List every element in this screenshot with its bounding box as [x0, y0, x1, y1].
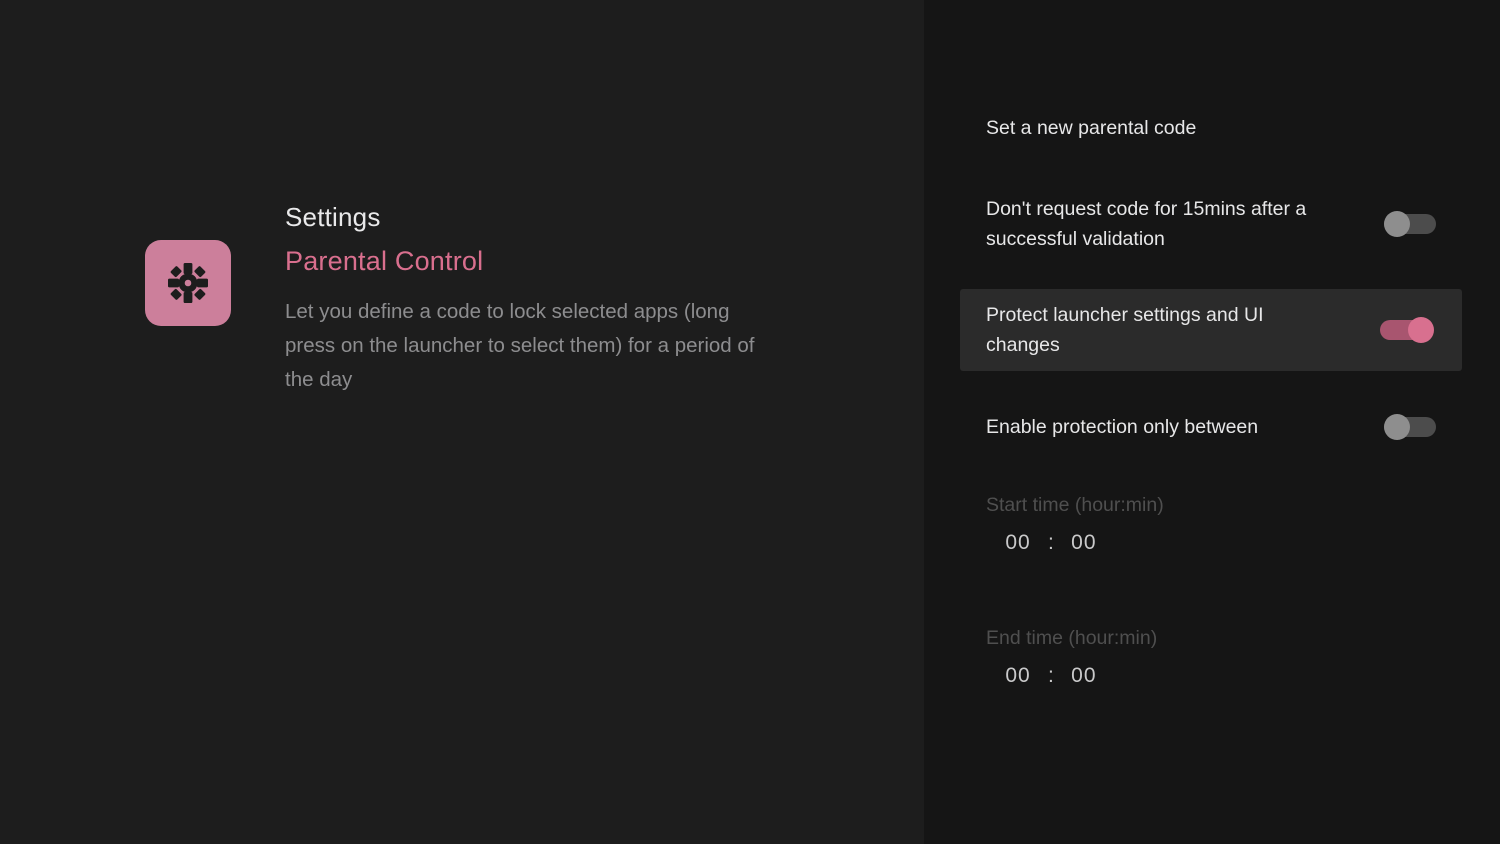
- setting-label: Protect launcher settings and UI changes: [986, 304, 1264, 356]
- gear-icon: [145, 240, 231, 326]
- settings-options-panel: [924, 0, 1500, 844]
- start-time-label: Start time (hour:min): [986, 494, 1164, 516]
- end-time-minutes[interactable]: 00: [1071, 664, 1097, 687]
- start-time-separator: :: [1048, 531, 1054, 554]
- end-time-value-row[interactable]: [924, 664, 1500, 688]
- toggle-knob: [1408, 317, 1434, 343]
- toggle-enable-protection-between[interactable]: [1384, 414, 1440, 440]
- setting-label: Enable protection only between: [986, 416, 1259, 438]
- feature-info-block: [145, 200, 805, 397]
- setting-label: Don't request code for 15mins after a successful validation: [986, 198, 1307, 250]
- start-time-minutes[interactable]: 00: [1071, 531, 1097, 554]
- setting-label: Set a new parental code: [986, 117, 1197, 139]
- toggle-knob: [1384, 414, 1410, 440]
- setting-row-dont-request-code[interactable]: [924, 182, 1500, 266]
- start-time-value-row[interactable]: [924, 531, 1500, 555]
- start-time-group: [924, 490, 1500, 555]
- page-title: Settings: [285, 202, 381, 232]
- end-time-label: End time (hour:min): [986, 627, 1158, 649]
- setting-row-set-new-code[interactable]: [924, 100, 1500, 156]
- toggle-protect-launcher[interactable]: [1380, 317, 1436, 343]
- end-time-separator: :: [1048, 664, 1054, 687]
- feature-text-block: [285, 200, 805, 397]
- toggle-knob: [1384, 211, 1410, 237]
- setting-row-protect-launcher[interactable]: [960, 289, 1462, 371]
- end-time-hours[interactable]: 00: [1005, 664, 1031, 687]
- start-time-hours[interactable]: 00: [1005, 531, 1031, 554]
- end-time-group: [924, 623, 1500, 688]
- feature-description: Let you define a code to lock selected apps (long press on the launcher to select them) for a period of the day: [285, 300, 755, 391]
- setting-row-enable-protection-between[interactable]: [924, 399, 1500, 455]
- feature-title: Parental Control: [285, 246, 484, 276]
- toggle-dont-request-code[interactable]: [1384, 211, 1440, 237]
